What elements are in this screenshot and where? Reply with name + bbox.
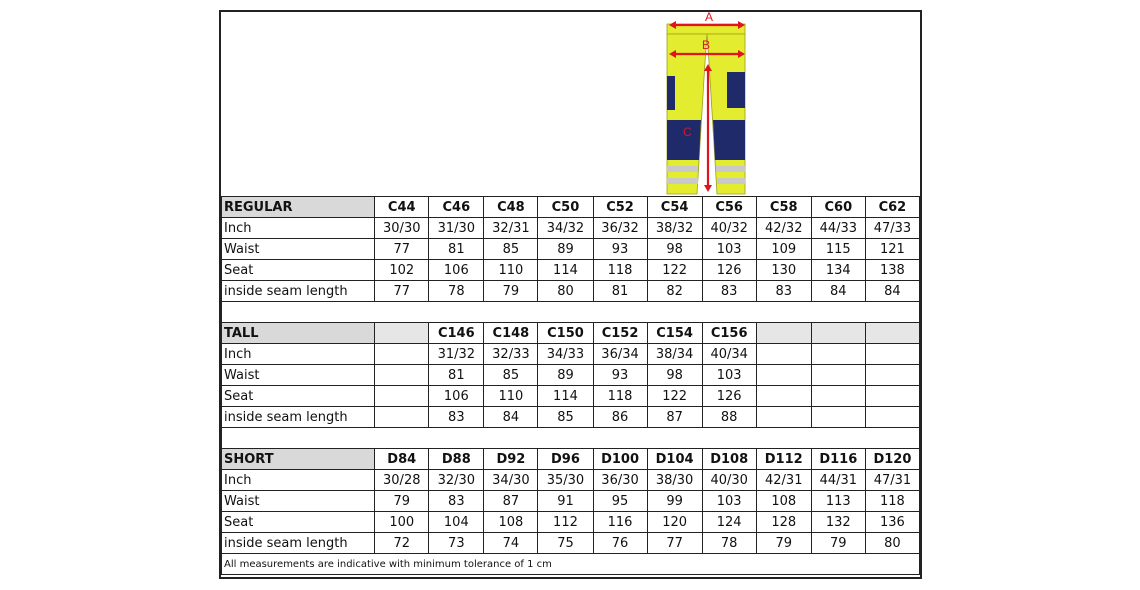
table-cell: 80 <box>538 281 593 302</box>
table-cell <box>811 344 865 365</box>
trousers-measurement-diagram <box>221 12 920 196</box>
table-cell <box>865 386 919 407</box>
section-spacer <box>222 428 920 449</box>
table-cell: 77 <box>375 239 429 260</box>
table-cell: 44/33 <box>811 218 865 239</box>
table-cell: 126 <box>702 386 756 407</box>
table-cell: 109 <box>756 239 811 260</box>
table-cell: 79 <box>811 533 865 554</box>
table-cell: 87 <box>484 491 538 512</box>
short-section <box>222 449 920 554</box>
table-row <box>222 344 920 365</box>
size-code: D92 <box>484 449 538 470</box>
table-cell: 115 <box>811 239 865 260</box>
size-code: C150 <box>538 323 593 344</box>
table-cell: 102 <box>375 260 429 281</box>
table-cell: 136 <box>865 512 919 533</box>
table-row <box>222 491 920 512</box>
table-cell: 108 <box>484 512 538 533</box>
table-cell: 31/30 <box>429 218 484 239</box>
table-row <box>222 218 920 239</box>
table-cell <box>756 365 811 386</box>
table-cell: 93 <box>593 365 647 386</box>
measure-label-b: B <box>702 38 711 52</box>
footnote-section <box>222 554 920 575</box>
table-cell: 42/32 <box>756 218 811 239</box>
table-cell: 89 <box>538 239 593 260</box>
table-cell: 103 <box>702 491 756 512</box>
table-cell: 124 <box>702 512 756 533</box>
table-cell: 79 <box>375 491 429 512</box>
table-cell: 108 <box>756 491 811 512</box>
table-cell: 134 <box>811 260 865 281</box>
table-cell: 112 <box>538 512 593 533</box>
table-cell: 99 <box>647 491 702 512</box>
table-cell: 83 <box>756 281 811 302</box>
size-code: C52 <box>593 197 647 218</box>
reflective-tape <box>716 166 745 172</box>
table-cell <box>756 407 811 428</box>
table-cell: 83 <box>702 281 756 302</box>
table-cell: 38/34 <box>647 344 702 365</box>
row-label: Waist <box>222 365 375 386</box>
table-cell: 95 <box>593 491 647 512</box>
table-cell: 84 <box>865 281 919 302</box>
table-cell: 40/34 <box>702 344 756 365</box>
table-cell: 122 <box>647 386 702 407</box>
size-code: C148 <box>484 323 538 344</box>
table-cell: 82 <box>647 281 702 302</box>
table-row <box>222 470 920 491</box>
table-cell: 118 <box>593 386 647 407</box>
table-cell: 42/31 <box>756 470 811 491</box>
table-cell: 75 <box>538 533 593 554</box>
table-cell: 85 <box>484 365 538 386</box>
table-cell: 132 <box>811 512 865 533</box>
table-cell: 36/30 <box>593 470 647 491</box>
size-code: D100 <box>593 449 647 470</box>
table-cell: 38/32 <box>647 218 702 239</box>
table-cell: 91 <box>538 491 593 512</box>
table-cell: 103 <box>702 239 756 260</box>
reflective-tape <box>667 166 698 172</box>
table-cell: 32/31 <box>484 218 538 239</box>
table-cell: 89 <box>538 365 593 386</box>
table-cell <box>865 365 919 386</box>
table-cell: 100 <box>375 512 429 533</box>
table-row <box>222 386 920 407</box>
table-cell <box>375 386 429 407</box>
table-cell: 98 <box>647 365 702 386</box>
size-code: D112 <box>756 449 811 470</box>
row-label: Waist <box>222 491 375 512</box>
table-cell: 36/32 <box>593 218 647 239</box>
table-cell: 86 <box>593 407 647 428</box>
table-row <box>222 512 920 533</box>
section-title: SHORT <box>222 449 375 470</box>
reflective-tape <box>667 178 698 184</box>
size-code: C46 <box>429 197 484 218</box>
table-cell: 106 <box>429 386 484 407</box>
size-code: C156 <box>702 323 756 344</box>
row-label: Inch <box>222 218 375 239</box>
reflective-tape <box>717 178 745 184</box>
size-code: D84 <box>375 449 429 470</box>
table-cell: 76 <box>593 533 647 554</box>
size-code: C152 <box>593 323 647 344</box>
table-cell: 118 <box>865 491 919 512</box>
size-code: C58 <box>756 197 811 218</box>
table-cell: 114 <box>538 386 593 407</box>
table-cell: 30/28 <box>375 470 429 491</box>
size-table <box>221 196 920 575</box>
side-pocket <box>727 72 745 108</box>
table-cell: 72 <box>375 533 429 554</box>
table-cell: 83 <box>429 407 484 428</box>
size-code: C154 <box>647 323 702 344</box>
trousers-illustration <box>661 12 761 196</box>
table-cell: 38/30 <box>647 470 702 491</box>
right-knee-panel <box>713 120 745 160</box>
table-cell <box>756 344 811 365</box>
table-cell <box>756 386 811 407</box>
footnote: All measurements are indicative with minimum tolerance of 1 cm <box>222 554 920 575</box>
section-spacer <box>222 302 920 323</box>
table-cell: 73 <box>429 533 484 554</box>
table-cell: 88 <box>702 407 756 428</box>
section-title: TALL <box>222 323 375 344</box>
row-label: inside seam length <box>222 407 375 428</box>
table-cell: 87 <box>647 407 702 428</box>
measure-label-c: C <box>683 125 692 139</box>
regular-section <box>222 197 920 302</box>
table-cell <box>811 386 865 407</box>
size-code: D88 <box>429 449 484 470</box>
table-cell: 34/33 <box>538 344 593 365</box>
table-cell: 36/34 <box>593 344 647 365</box>
size-code: C62 <box>865 197 919 218</box>
table-cell: 106 <box>429 260 484 281</box>
row-label: inside seam length <box>222 533 375 554</box>
row-label: Inch <box>222 344 375 365</box>
table-cell: 116 <box>593 512 647 533</box>
size-code <box>865 323 919 344</box>
measure-label-a: A <box>705 12 714 24</box>
table-row <box>222 365 920 386</box>
table-cell: 32/30 <box>429 470 484 491</box>
table-cell: 130 <box>756 260 811 281</box>
table-cell: 30/30 <box>375 218 429 239</box>
size-code: D104 <box>647 449 702 470</box>
table-cell: 79 <box>484 281 538 302</box>
table-cell: 83 <box>429 491 484 512</box>
table-cell <box>811 365 865 386</box>
size-code <box>756 323 811 344</box>
table-cell: 35/30 <box>538 470 593 491</box>
table-cell: 77 <box>375 281 429 302</box>
table-cell: 84 <box>811 281 865 302</box>
size-chart-frame <box>219 10 922 579</box>
table-cell: 34/30 <box>484 470 538 491</box>
table-cell <box>375 365 429 386</box>
tall-header-row <box>222 323 920 344</box>
table-cell: 98 <box>647 239 702 260</box>
size-code: D96 <box>538 449 593 470</box>
table-row <box>222 533 920 554</box>
side-pocket-left <box>667 76 675 110</box>
size-code: C48 <box>484 197 538 218</box>
table-cell: 120 <box>647 512 702 533</box>
table-cell: 34/32 <box>538 218 593 239</box>
table-cell <box>865 407 919 428</box>
row-label: inside seam length <box>222 281 375 302</box>
section-title: REGULAR <box>222 197 375 218</box>
size-code: C50 <box>538 197 593 218</box>
table-cell: 81 <box>429 239 484 260</box>
table-cell: 77 <box>647 533 702 554</box>
table-cell: 110 <box>484 260 538 281</box>
table-row <box>222 281 920 302</box>
table-cell: 32/33 <box>484 344 538 365</box>
tall-section <box>222 323 920 428</box>
table-cell: 122 <box>647 260 702 281</box>
table-cell: 93 <box>593 239 647 260</box>
table-cell: 78 <box>429 281 484 302</box>
table-cell <box>375 407 429 428</box>
table-cell: 85 <box>484 239 538 260</box>
size-code: C54 <box>647 197 702 218</box>
table-cell: 81 <box>593 281 647 302</box>
table-row <box>222 260 920 281</box>
regular-header-row <box>222 197 920 218</box>
table-cell <box>375 344 429 365</box>
table-cell: 113 <box>811 491 865 512</box>
row-label: Seat <box>222 386 375 407</box>
size-code: C60 <box>811 197 865 218</box>
size-code: C44 <box>375 197 429 218</box>
table-cell: 121 <box>865 239 919 260</box>
size-code: C146 <box>429 323 484 344</box>
row-label: Seat <box>222 512 375 533</box>
table-cell: 47/31 <box>865 470 919 491</box>
table-row <box>222 407 920 428</box>
size-code: D116 <box>811 449 865 470</box>
table-cell: 126 <box>702 260 756 281</box>
table-cell: 31/32 <box>429 344 484 365</box>
table-cell: 114 <box>538 260 593 281</box>
table-cell: 110 <box>484 386 538 407</box>
table-cell: 44/31 <box>811 470 865 491</box>
table-cell: 128 <box>756 512 811 533</box>
size-code: D120 <box>865 449 919 470</box>
table-cell: 40/30 <box>702 470 756 491</box>
table-cell: 104 <box>429 512 484 533</box>
table-cell: 80 <box>865 533 919 554</box>
row-label: Seat <box>222 260 375 281</box>
table-cell: 81 <box>429 365 484 386</box>
table-cell: 40/32 <box>702 218 756 239</box>
table-cell: 84 <box>484 407 538 428</box>
table-cell: 79 <box>756 533 811 554</box>
table-cell <box>811 407 865 428</box>
table-cell: 138 <box>865 260 919 281</box>
size-code <box>811 323 865 344</box>
size-code <box>375 323 429 344</box>
table-row <box>222 239 920 260</box>
table-cell: 47/33 <box>865 218 919 239</box>
table-cell: 103 <box>702 365 756 386</box>
table-cell <box>865 344 919 365</box>
size-code: C56 <box>702 197 756 218</box>
row-label: Inch <box>222 470 375 491</box>
table-cell: 78 <box>702 533 756 554</box>
table-cell: 74 <box>484 533 538 554</box>
table-cell: 85 <box>538 407 593 428</box>
size-code: D108 <box>702 449 756 470</box>
table-cell: 118 <box>593 260 647 281</box>
short-header-row <box>222 449 920 470</box>
row-label: Waist <box>222 239 375 260</box>
